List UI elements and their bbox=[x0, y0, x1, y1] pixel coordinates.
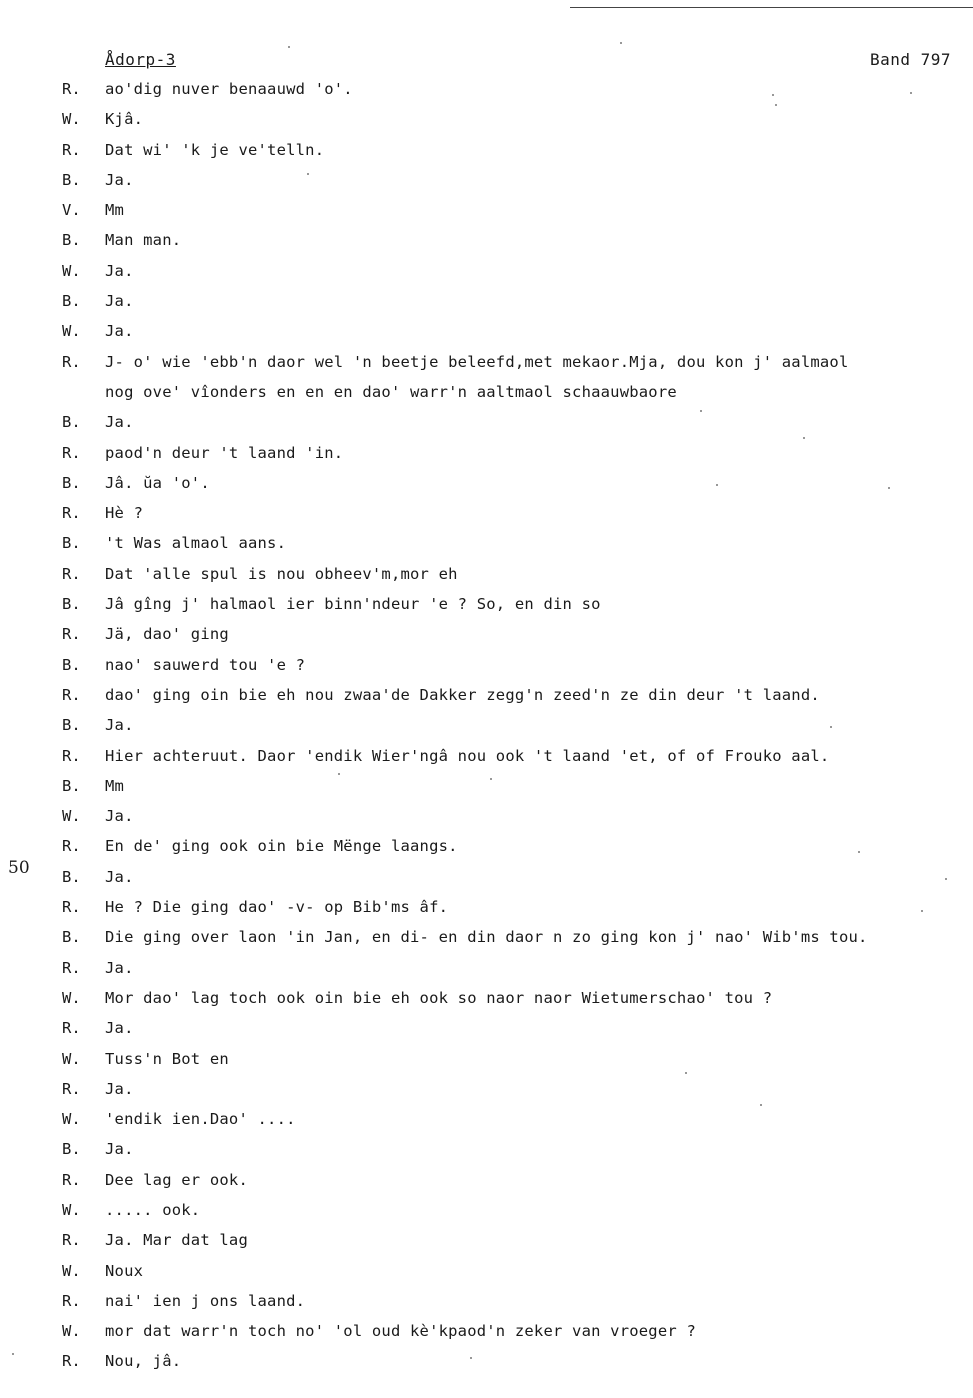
speaker-label: R. bbox=[62, 685, 81, 704]
utterance-text: Ja. bbox=[105, 807, 134, 826]
transcript-line bbox=[0, 438, 973, 468]
scan-speck bbox=[288, 46, 290, 48]
speaker-label: B. bbox=[62, 867, 81, 886]
utterance-text: En de' ging ook oin bie Mënge laangs. bbox=[105, 837, 458, 856]
utterance-text: Kjâ. bbox=[105, 110, 144, 129]
transcript-line bbox=[0, 104, 973, 134]
transcript-line bbox=[0, 1256, 973, 1286]
transcript-line bbox=[0, 680, 973, 710]
transcript-line bbox=[0, 468, 973, 498]
speaker-label: R. bbox=[62, 352, 81, 371]
utterance-text: 't Was almaol aans. bbox=[105, 534, 287, 553]
transcript-line bbox=[0, 1195, 973, 1225]
transcript-line bbox=[0, 407, 973, 437]
scan-speck bbox=[775, 104, 777, 106]
scan-speck bbox=[12, 1353, 14, 1355]
utterance-text: Jä, dao' ging bbox=[105, 625, 229, 644]
transcript-line bbox=[0, 316, 973, 346]
utterance-text: 'endik ien.Dao' .... bbox=[105, 1110, 296, 1129]
speaker-label: W. bbox=[62, 1049, 81, 1068]
transcript-line bbox=[0, 771, 973, 801]
scan-speck bbox=[620, 42, 622, 44]
speaker-label: B. bbox=[62, 292, 81, 311]
top-rule bbox=[570, 7, 973, 8]
utterance-text: Die ging over laon 'in Jan, en di- en din daor n zo ging kon j' nao' Wib'ms tou. bbox=[105, 928, 868, 947]
document-id: Ådorp-3 bbox=[105, 50, 176, 69]
utterance-text: ao'dig nuver benaauwd 'o'. bbox=[105, 80, 353, 98]
transcript-line bbox=[0, 165, 973, 195]
speaker-label: R. bbox=[62, 1019, 81, 1038]
utterance-text: Dee lag er ook. bbox=[105, 1170, 248, 1189]
speaker-label: W. bbox=[62, 988, 81, 1007]
scan-speck bbox=[307, 173, 309, 175]
transcript-line bbox=[0, 256, 973, 286]
speaker-label: R. bbox=[62, 504, 81, 523]
speaker-label: R. bbox=[62, 140, 81, 159]
utterance-text: Jâ gîng j' halmaol ier binn'ndeur 'e ? So, en din so bbox=[105, 595, 601, 614]
transcript-line bbox=[0, 1013, 973, 1043]
utterance-text: Ja. bbox=[105, 170, 134, 189]
speaker-label: R. bbox=[62, 1291, 81, 1310]
scan-speck bbox=[685, 1072, 687, 1074]
utterance-text: Hè ? bbox=[105, 504, 144, 523]
speaker-label: B. bbox=[62, 170, 81, 189]
utterance-text: Ja. bbox=[105, 292, 134, 311]
transcript-line bbox=[0, 862, 973, 892]
utterance-text: Tuss'n Bot en bbox=[105, 1049, 229, 1068]
utterance-text: Mm bbox=[105, 776, 125, 795]
speaker-label: B. bbox=[62, 473, 81, 492]
utterance-text: ..... ook. bbox=[105, 1200, 201, 1219]
utterance-text: Noux bbox=[105, 1261, 144, 1280]
speaker-label: W. bbox=[62, 1110, 81, 1129]
transcript-line bbox=[0, 589, 973, 619]
transcript-line bbox=[0, 1316, 973, 1346]
speaker-label: B. bbox=[62, 776, 81, 795]
utterance-text: Ja. bbox=[105, 261, 134, 280]
transcript-line bbox=[0, 225, 973, 255]
utterance-text: Dat 'alle spul is nou obheev'm,mor eh bbox=[105, 564, 458, 583]
transcript-line bbox=[0, 1346, 973, 1376]
scan-speck bbox=[470, 1357, 472, 1359]
speaker-label: B. bbox=[62, 716, 81, 735]
transcript-line bbox=[0, 710, 973, 740]
scan-speck bbox=[858, 851, 860, 853]
transcript-line bbox=[0, 74, 973, 104]
transcript-line bbox=[0, 983, 973, 1013]
transcript-continuation bbox=[0, 377, 973, 407]
transcript-line bbox=[0, 1044, 973, 1074]
scan-speck bbox=[772, 94, 774, 96]
transcript-line bbox=[0, 1286, 973, 1316]
transcript-line bbox=[0, 1074, 973, 1104]
utterance-text: Nou, jâ. bbox=[105, 1352, 182, 1371]
utterance-text: paod'n deur 't laand 'in. bbox=[105, 443, 344, 462]
speaker-label: W. bbox=[62, 322, 81, 341]
speaker-label: B. bbox=[62, 1140, 81, 1159]
utterance-text: dao' ging oin bie eh nou zwaa'de Dakker zegg'n zeed'n ze din deur 't laand. bbox=[105, 685, 820, 704]
utterance-text: J- o' wie 'ebb'n daor wel 'n beetje beleefd,met mekaor.Mja, dou kon j' aalmaol bbox=[105, 352, 849, 371]
utterance-text: Ja. bbox=[105, 1140, 134, 1159]
scan-speck bbox=[888, 487, 890, 489]
transcript-line bbox=[0, 135, 973, 165]
speaker-label: B. bbox=[62, 655, 81, 674]
transcript-line bbox=[0, 1104, 973, 1134]
utterance-text: Ja. bbox=[105, 867, 134, 886]
utterance-text: Ja. bbox=[105, 322, 134, 341]
transcript-line bbox=[0, 831, 973, 861]
margin-line-number: 50 bbox=[8, 858, 30, 878]
transcript-line bbox=[0, 619, 973, 649]
transcript-line bbox=[0, 1165, 973, 1195]
speaker-label: R. bbox=[62, 958, 81, 977]
speaker-label: W. bbox=[62, 1322, 81, 1341]
utterance-text: Ja. bbox=[105, 413, 134, 432]
utterance-text: nog ove' vîonders en en en dao' warr'n aaltmaol schaauwbaore bbox=[105, 382, 677, 401]
scan-speck bbox=[803, 437, 805, 439]
scan-speck bbox=[700, 410, 702, 412]
utterance-text: mor dat warr'n toch no' 'ol oud kè'kpaod'n zeker van vroeger ? bbox=[105, 1322, 696, 1341]
transcript-line bbox=[0, 953, 973, 983]
speaker-label: B. bbox=[62, 534, 81, 553]
utterance-text: Ja. bbox=[105, 716, 134, 735]
speaker-label: R. bbox=[62, 837, 81, 856]
speaker-label: R. bbox=[62, 1352, 81, 1371]
scan-speck bbox=[945, 878, 947, 880]
speaker-label: R. bbox=[62, 625, 81, 644]
transcript-line bbox=[0, 922, 973, 952]
transcript-line bbox=[0, 650, 973, 680]
utterance-text: nao' sauwerd tou 'e ? bbox=[105, 655, 306, 674]
speaker-label: W. bbox=[62, 110, 81, 129]
utterance-text: Ja. Mar dat lag bbox=[105, 1231, 248, 1250]
scan-speck bbox=[830, 726, 832, 728]
utterance-text: Ja. bbox=[105, 958, 134, 977]
utterance-text: Ja. bbox=[105, 1079, 134, 1098]
speaker-label: B. bbox=[62, 595, 81, 614]
speaker-label: B. bbox=[62, 413, 81, 432]
transcript-line bbox=[0, 195, 973, 225]
utterance-text: Man man. bbox=[105, 231, 182, 250]
utterance-text: Hier achteruut. Daor 'endik Wier'ngâ nou ook 't laand 'et, of of Frouko aal. bbox=[105, 746, 830, 765]
speaker-label: R. bbox=[62, 1231, 81, 1250]
scan-speck bbox=[338, 773, 340, 775]
transcript-line bbox=[0, 801, 973, 831]
transcript-line bbox=[0, 892, 973, 922]
utterance-text: Dat wi' 'k je ve'telln. bbox=[105, 140, 325, 159]
speaker-label: W. bbox=[62, 807, 81, 826]
speaker-label: R. bbox=[62, 80, 81, 98]
transcript-line bbox=[0, 286, 973, 316]
speaker-label: R. bbox=[62, 564, 81, 583]
scan-speck bbox=[490, 778, 492, 780]
transcript-line bbox=[0, 1134, 973, 1164]
transcript-line bbox=[0, 559, 973, 589]
speaker-label: R. bbox=[62, 1079, 81, 1098]
speaker-label: R. bbox=[62, 898, 81, 917]
transcript-line bbox=[0, 741, 973, 771]
scan-speck bbox=[910, 92, 912, 94]
scan-speck bbox=[921, 910, 923, 912]
speaker-label: B. bbox=[62, 231, 81, 250]
speaker-label: B. bbox=[62, 928, 81, 947]
utterance-text: Ja. bbox=[105, 1019, 134, 1038]
speaker-label: W. bbox=[62, 1261, 81, 1280]
speaker-label: R. bbox=[62, 746, 81, 765]
utterance-text: Mm bbox=[105, 201, 125, 220]
utterance-text: Jâ. ŭa 'o'. bbox=[105, 473, 210, 492]
speaker-label: V. bbox=[62, 201, 81, 220]
speaker-label: W. bbox=[62, 261, 81, 280]
transcript bbox=[0, 74, 973, 1377]
utterance-text: nai' ien j ons laand. bbox=[105, 1291, 306, 1310]
tape-number: Band 797 bbox=[870, 50, 952, 69]
utterance-text: Mor dao' lag toch ook oin bie eh ook so naor naor Wietumerschao' tou ? bbox=[105, 988, 773, 1007]
speaker-label: R. bbox=[62, 1170, 81, 1189]
scan-speck bbox=[760, 1104, 762, 1106]
speaker-label: W. bbox=[62, 1200, 81, 1219]
speaker-label: R. bbox=[62, 443, 81, 462]
utterance-text: He ? Die ging dao' -v- op Bib'ms âf. bbox=[105, 898, 449, 917]
transcript-line bbox=[0, 498, 973, 528]
transcript-line bbox=[0, 528, 973, 558]
scan-speck bbox=[716, 484, 718, 486]
transcript-line bbox=[0, 347, 973, 377]
transcript-line bbox=[0, 1225, 973, 1255]
